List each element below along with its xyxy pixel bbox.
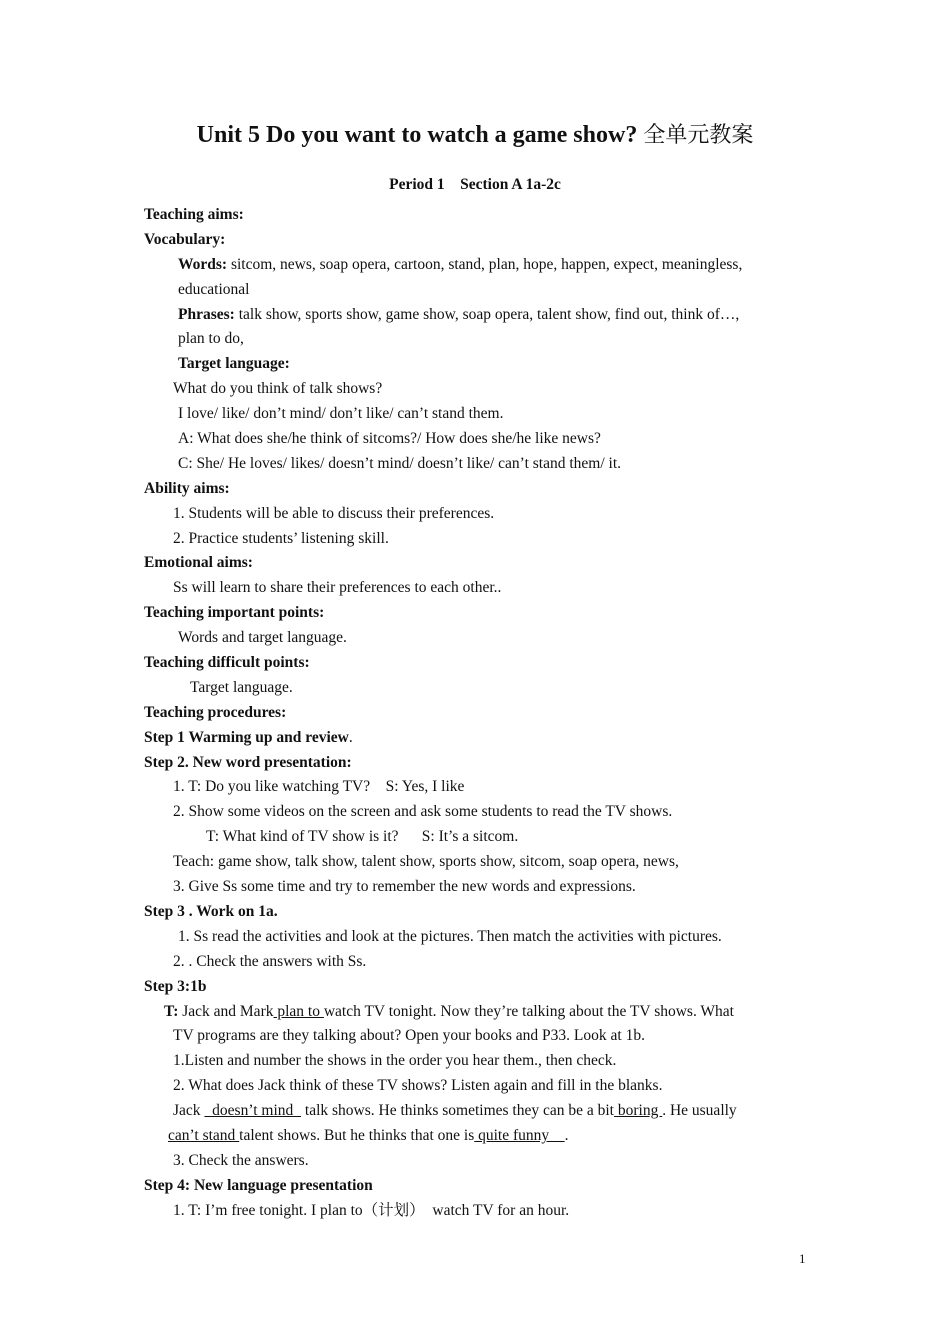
difficult-points-text: Target language.: [190, 678, 293, 696]
blank-cant-stand: can’t stand: [168, 1126, 240, 1144]
step2-line: 1. T: Do you like watching TV? S: Yes, I like: [173, 778, 465, 796]
step3b-line: 1.Listen and number the shows in the order you hear them., then check.: [173, 1052, 617, 1070]
emotional-aims-text: Ss will learn to share their preferences to each other..: [173, 579, 502, 597]
fill-text: .: [564, 1126, 569, 1144]
heading-emotional-aims: Emotional aims:: [144, 554, 253, 572]
heading-difficult-points: Teaching difficult points:: [144, 654, 310, 672]
words-line-2: educational: [178, 280, 250, 298]
heading-procedures: Teaching procedures:: [144, 703, 287, 721]
blank-quite-funny: quite funny: [474, 1126, 565, 1144]
period-subtitle: Period 1 Section A 1a-2c: [389, 176, 561, 193]
step4-line: 1. T: I’m free tonight. I plan to（计划） watch TV for an hour.: [173, 1201, 570, 1219]
target-language-line: C: She/ He loves/ likes/ doesn’t mind/ doesn’t like/ can’t stand them/ it.: [178, 454, 621, 472]
heading-important-points: Teaching important points:: [144, 604, 325, 622]
fill-text: Jack: [173, 1102, 205, 1120]
fill-in-line: [144, 1099, 824, 1124]
phrases-line: [144, 303, 824, 328]
target-language-line: I love/ like/ don’t mind/ don’t like/ can’t stand them.: [178, 405, 504, 423]
teacher-label: T:: [164, 1002, 179, 1020]
blank-doesnt-mind: doesn’t mind: [204, 1102, 302, 1120]
blank-plan-to: plan to: [273, 1002, 324, 1020]
title-english: Unit 5 Do you want to watch a game show?: [196, 122, 638, 148]
important-points-text: Words and target language.: [178, 629, 347, 647]
step3b-line: 2. What does Jack think of these TV shows? Listen again and fill in the blanks.: [173, 1077, 663, 1095]
heading-vocabulary: Vocabulary:: [144, 230, 226, 248]
step2-line: Teach: game show, talk show, talent show, sports show, sitcom, soap opera, news,: [173, 853, 679, 871]
step1-dot: .: [348, 728, 353, 746]
page-title: [0, 118, 950, 149]
step3b-heading: Step 3:1b: [144, 977, 207, 995]
phrases-line-2: plan to do,: [178, 330, 244, 348]
heading-ability-aims: Ability aims:: [144, 479, 230, 497]
fill-in-line-2: [144, 1124, 824, 1149]
words-line: [144, 253, 824, 278]
words-label: Words:: [178, 255, 228, 273]
step3b-line: 3. Check the answers.: [173, 1151, 309, 1169]
step2-line: 2. Show some videos on the screen and ask some students to read the TV shows.: [173, 803, 673, 821]
step1-label: Step 1 Warming up and review: [144, 728, 349, 746]
phrases-text: talk show, sports show, game show, soap opera, talent show, find out, think of…,: [238, 305, 740, 323]
step3b-teacher-line-2: TV programs are they talking about? Open your books and P33. Look at 1b.: [173, 1027, 645, 1045]
step1-heading: [144, 726, 824, 751]
step3a-heading: Step 3 . Work on 1a.: [144, 902, 278, 920]
ability-aim-item: 2. Practice students’ listening skill.: [173, 529, 389, 547]
teacher-text-post: watch TV tonight. Now they’re talking about the TV shows. What: [323, 1002, 734, 1020]
blank-boring: boring: [613, 1102, 663, 1120]
title-chinese: 全单元教案: [643, 123, 754, 148]
teacher-text-pre: Jack and Mark: [178, 1002, 274, 1020]
step4-heading: Step 4: New language presentation: [144, 1176, 373, 1194]
fill-text: . He usually: [662, 1102, 737, 1120]
lesson-plan-body: [144, 203, 824, 1224]
target-language-label: Target language:: [178, 355, 290, 373]
step3a-line: 1. Ss read the activities and look at the pictures. Then match the activities with pictures.: [178, 927, 722, 945]
fill-text: talk shows. He thinks sometimes they can be a bit: [301, 1102, 614, 1120]
ability-aim-item: 1. Students will be able to discuss their preferences.: [173, 504, 495, 522]
step3a-line: 2. . Check the answers with Ss.: [173, 952, 367, 970]
step3b-teacher-line: [144, 1000, 824, 1025]
target-language-line: A: What does she/he think of sitcoms?/ How does she/he like news?: [178, 430, 601, 448]
step2-line: 3. Give Ss some time and try to remember the new words and expressions.: [173, 878, 636, 896]
heading-teaching-aims: Teaching aims:: [144, 206, 244, 223]
fill-text: talent shows. But he thinks that one is: [239, 1126, 475, 1144]
page-number: 1: [799, 1251, 806, 1266]
step2-heading: Step 2. New word presentation:: [144, 753, 352, 771]
words-text: sitcom, news, soap opera, cartoon, stand, plan, hope, happen, expect, meaningless,: [230, 255, 743, 273]
phrases-label: Phrases:: [178, 305, 235, 323]
target-language-line: What do you think of talk shows?: [173, 380, 383, 398]
step2-line: T: What kind of TV show is it? S: It’s a sitcom.: [206, 828, 519, 846]
